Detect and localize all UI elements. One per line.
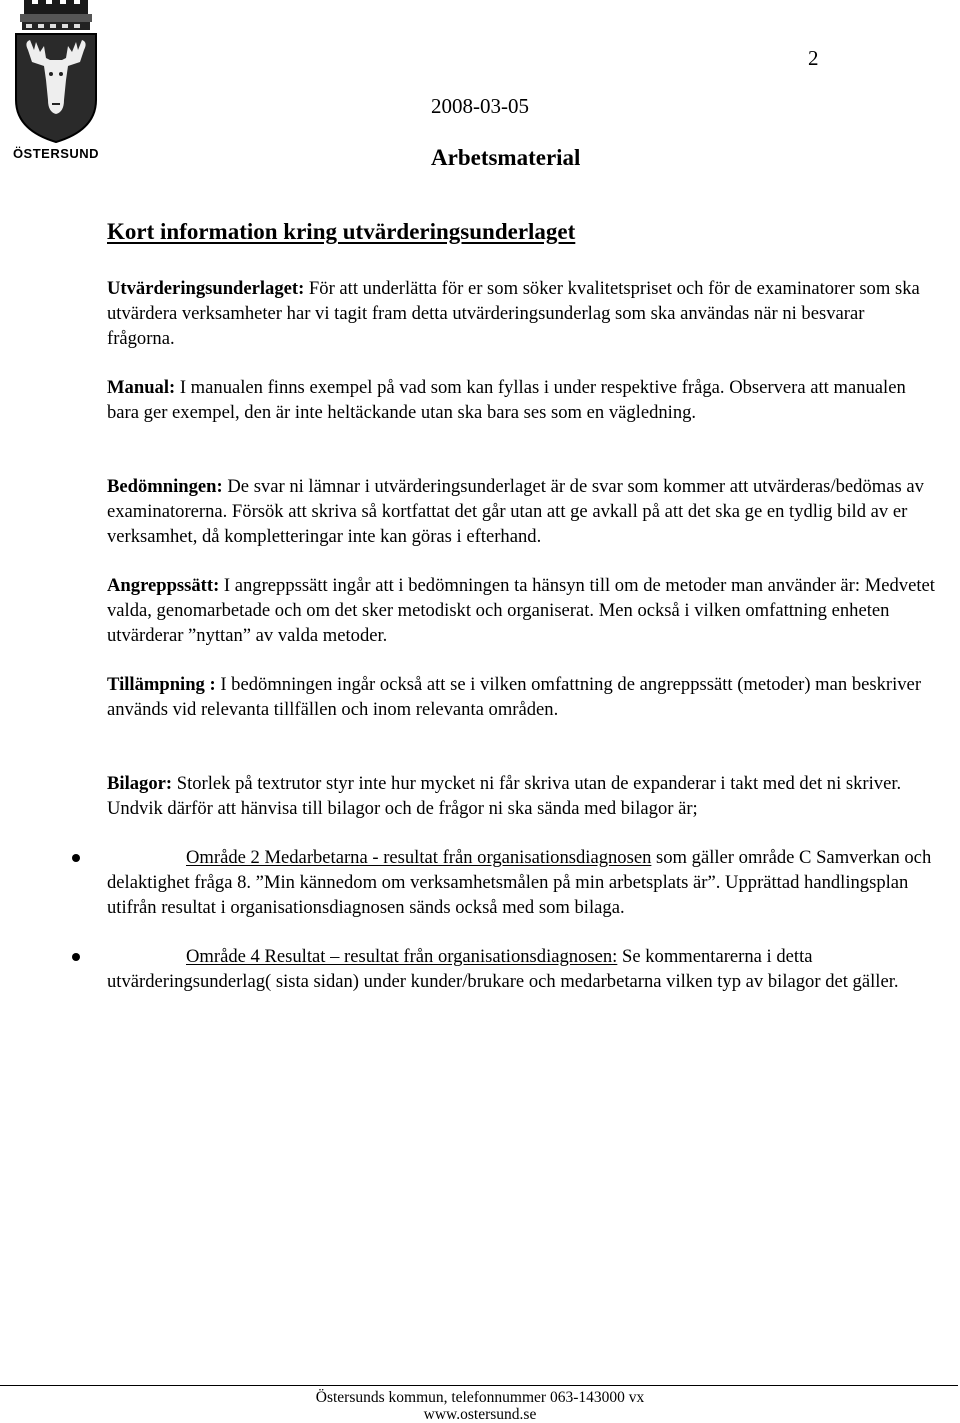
section-text: I angreppssätt ingår att i bedömningen ta hänsyn till om de metoder man använder är: Medvetet valda, genomarbetade och om det sker metodiskt och organiserat. Men också i vilken omfattning enheten utvärderar ”nyttan” av valda metoder. [107,575,935,646]
logo-text: ÖSTERSUND [12,146,100,161]
list-item [107,846,935,920]
footer-website: www.ostersund.se [423,1406,537,1423]
section-label: Bedömningen: [107,476,223,497]
section-angreppssatt [107,574,935,648]
list-item [107,945,935,995]
section-bedomningen [107,475,935,549]
section-bilagor [107,772,935,822]
section-text: För att underlätta för er som söker kvalitetspriset och för de examinatorer som ska utvärdera verksamheter har vi tagit fram detta utvärderingsunderlag som ska användas när ni besvarar frågorna. [107,278,920,349]
page-title: Kort information kring utvärderingsunderlaget [107,219,576,244]
footer-divider [0,1385,958,1386]
list-item-text: som gäller område C Samverkan och delaktighet fråga 8. ”Min kännedom om verksamhetsmålen på min arbetsplats är”. Upprättad handlingsplan utifrån resultat i organisationsdiagnosen sänds också med som bilaga. [107,847,932,918]
section-text: I manualen finns exempel på vad som kan fyllas i under respektive fråga. Observera att manualen bara ger exempel, den är inte heltäckande utan ska bara ses som en vägledning. [107,377,906,423]
bullet-icon [72,854,80,862]
section-label: Bilagor: [107,773,173,794]
section-label: Tillämpning : [107,674,216,695]
section-text: Storlek på textrutor styr inte hur mycket ni får skriva utan de expanderar i takt med det ni skriver. Undvik därför att hänvisa till bilagor och de frågor ni ska sända med bilagor är; [107,773,902,819]
section-utvarderingsunderlaget [107,277,935,351]
footer-contact: Östersunds kommun, telefonnummer 063-143000 vx [315,1389,645,1406]
page-number: 2 [808,46,819,70]
section-tillampning [107,673,935,723]
ostersund-logo [10,0,102,165]
section-manual [107,376,935,426]
list-item-text: Se kommentarerna i detta utvärderingsunderlag( sista sidan) under kunder/brukare och medarbetarna vilken typ av bilagor det gäller. [107,946,899,992]
section-label: Manual: [107,377,176,398]
section-label: Utvärderingsunderlaget: [107,278,305,299]
list-item-link: Område 2 Medarbetarna - resultat från organisationsdiagnosen [186,847,652,868]
list-item-link: Område 4 Resultat – resultat från organisationsdiagnosen: [186,946,618,967]
document-label: Arbetsmaterial [431,145,581,170]
section-text: De svar ni lämnar i utvärderingsunderlaget är de svar som kommer att utvärderas/bedömas av examinatorerna. Försök att skriva så kortfattat det går utan att ge avkall på att det ska ge en tydlig bild av er verksamhet, då kompletteringar inte kan göras i efterhand. [107,476,924,547]
coat-of-arms-icon [10,0,102,145]
section-text: I bedömningen ingår också att se i vilken omfattning de angreppssätt (metoder) man beskriver används vid relevanta tillfällen och inom relevanta områden. [107,674,922,720]
document-date: 2008-03-05 [431,94,529,118]
section-label: Angreppssätt: [107,575,220,596]
bullet-icon [72,953,80,961]
